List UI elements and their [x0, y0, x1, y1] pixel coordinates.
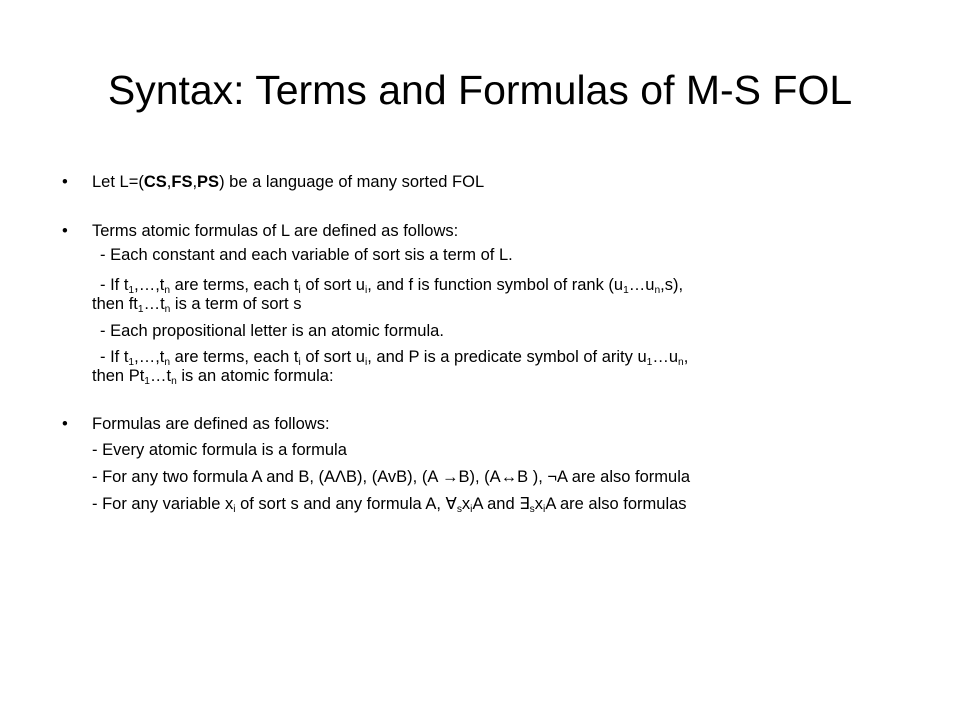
- terms-item-predicate: - If $t_1,\dots,t_n$ are terms, each $t_i$ of sort $u_i$, and P is a predicate symbol of arity $u_1\dots u_n$,: [100, 348, 689, 368]
- terms-item-function: [100, 276, 683, 295]
- ps-symbol: PS: [197, 173, 220, 191]
- bullet-language-definition: Let L=(CS,FS,PS) be a language of many sorted FOL: [92, 173, 485, 191]
- bullet-marker: •: [62, 173, 68, 191]
- slide-title: Syntax: Terms and Formulas of M-S FOL: [107, 67, 853, 113]
- fs-symbol: FS: [171, 173, 193, 191]
- terms-item-constants: - Each constant and each variable of sort sis a term of L.: [100, 246, 513, 264]
- formulas-item-quantifiers: - For any variable $x_i$ of sort s and any formula A, $\forall_sx_iA$ and $\exists_sx_iA$ are also formulas: [92, 495, 687, 515]
- bullet-terms-heading: Terms atomic formulas of L are defined as follows:: [92, 222, 459, 240]
- bullet-marker: •: [62, 222, 68, 240]
- formulas-item-atomic: - Every atomic formula is a formula: [92, 441, 347, 459]
- terms-item-function-line2: then $ft_1\dots t_n$ is a term of sort s: [92, 295, 302, 315]
- terms-item-propositional: - Each propositional letter is an atomic formula.: [100, 322, 444, 340]
- bullet-formulas-heading: Formulas are defined as follows:: [92, 415, 330, 433]
- bullet-marker: •: [62, 415, 68, 433]
- terms-item-predicate-line2: then $Pt_1\dots t_n$ is an atomic formula:: [92, 367, 334, 387]
- formulas-item-connectives: - For any two formula A and B, (AΛB), (AvB), (A →B), (A↔B ), ¬A are also formula: [92, 468, 691, 486]
- cs-symbol: CS: [143, 173, 167, 191]
- terms-item-function-line1: - If $t_1,\dots,t_n$ are terms, each $t_i$ of sort $u_i$, and f is function symbol of rank $(u_1\dots u_n,s)$,: [100, 276, 684, 296]
